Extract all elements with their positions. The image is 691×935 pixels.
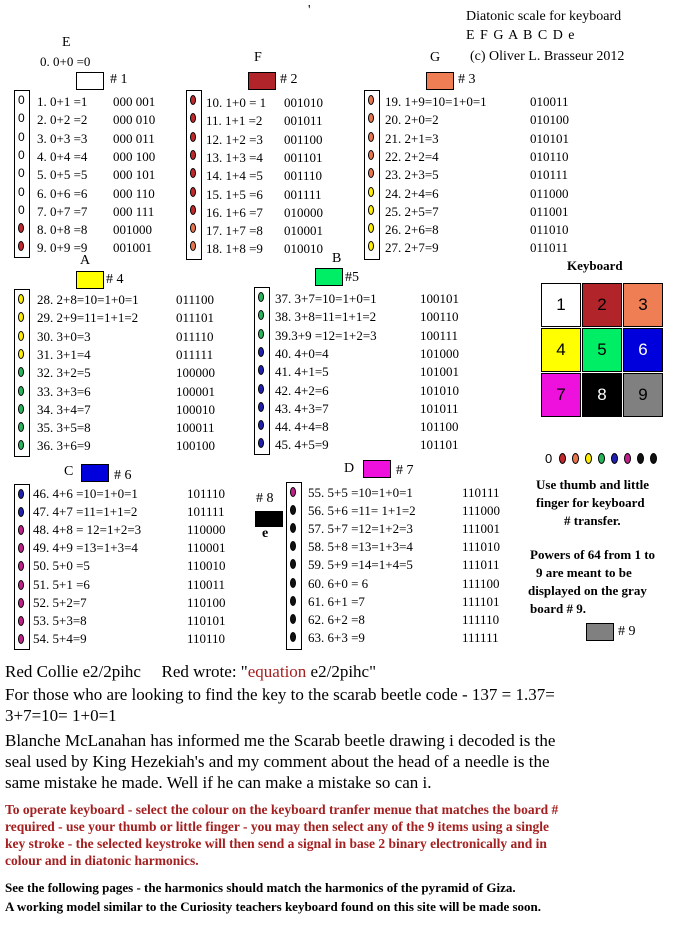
transfer-dot[interactable] [258, 420, 264, 430]
blanche-paragraph [5, 730, 555, 793]
equation-tail: e2/2pihc" [306, 662, 377, 681]
transfer-dot[interactable] [290, 523, 296, 533]
transfer-dot[interactable] [18, 580, 24, 590]
keyboard-key-2[interactable]: 2 [582, 283, 622, 327]
group-letter-B: B [332, 251, 342, 266]
powers-note-line: Powers of 64 from 1 to [530, 547, 656, 562]
board-label-1: # 1 [110, 72, 128, 87]
group-letter-G: G [430, 50, 441, 65]
equation-row: 40. 4+0=4 [275, 345, 329, 361]
transfer-dot[interactable] [258, 347, 264, 357]
keyboard-key-6[interactable]: 6 [623, 328, 663, 372]
binary-value: 000 100 [113, 148, 156, 164]
equation-row: 33. 3+3=6 [37, 383, 91, 399]
equation-row: 26. 2+6=8 [385, 222, 439, 238]
equation-row: 14. 1+4 =5 [206, 168, 263, 184]
transfer-column-A [14, 289, 30, 457]
transfer-dot[interactable] [258, 310, 264, 320]
transfer-dot[interactable] [368, 150, 374, 160]
red-wrote: Red wrote: " [161, 662, 248, 681]
see-following [5, 878, 541, 916]
transfer-dot[interactable] [258, 365, 264, 375]
transfer-dot[interactable] [585, 453, 592, 464]
transfer-dot[interactable] [18, 440, 24, 450]
binary-value: 001010 [284, 95, 323, 110]
transfer-dot[interactable] [190, 95, 196, 105]
binary-value: 001101 [284, 149, 323, 165]
thumb-note-line: # transfer. [564, 513, 621, 528]
binary-value: 011011 [530, 240, 569, 256]
transfer-dot[interactable] [18, 489, 24, 499]
equation-row: 52. 5+2=7 [33, 594, 87, 610]
board-label-9: # 9 [618, 624, 636, 639]
binary-value: 101010 [420, 382, 459, 398]
transfer-dot[interactable] [258, 438, 264, 448]
equation-row: 17. 1+7 =8 [206, 223, 263, 239]
equation-row: 10. 1+0 = 1 [206, 95, 267, 110]
keyboard-key-9[interactable]: 9 [623, 373, 663, 417]
binary-value: 110010 [187, 558, 226, 574]
operate-line: required - use your thumb or little finger - you may then select any of the 9 items using a single [5, 819, 549, 834]
transfer-digit: 0 [18, 147, 25, 162]
transfer-dot[interactable] [368, 241, 374, 251]
binary-value: 011010 [530, 222, 569, 238]
binary-value: 010110 [530, 148, 569, 164]
transfer-dot[interactable] [290, 541, 296, 551]
transfer-digit: 0 [18, 184, 25, 199]
group-letter-C: C [64, 464, 74, 479]
equation-row: 23. 2+3=5 [385, 167, 439, 183]
transfer-digit: 0 [18, 202, 25, 217]
equation-row: 50. 5+0 =5 [33, 558, 90, 574]
board-swatch-4[interactable] [76, 271, 104, 289]
equation-row: 35. 3+5=8 [37, 420, 91, 436]
blanche-line: Blanche McLanahan has informed me the Scarab beetle drawing i decoded is the [5, 731, 556, 750]
equation-row: 62. 6+2 =8 [308, 611, 365, 627]
binary-value: 111000 [462, 503, 501, 519]
binary-value: 111111 [462, 629, 499, 645]
equation-row: 63. 6+3 =9 [308, 629, 365, 645]
transfer-dot[interactable] [572, 453, 579, 464]
binary-value: 110001 [187, 540, 226, 556]
equation-row: 47. 4+7 =11=1+1=2 [33, 504, 138, 520]
equation-row: 22. 2+2=4 [385, 148, 439, 164]
equation-row: 55. 5+5 =10=1+0=1 [308, 485, 413, 500]
transfer-dot[interactable] [18, 223, 24, 233]
transfer-dot[interactable] [190, 132, 196, 142]
equation-row: 45. 4+5=9 [275, 437, 329, 453]
binary-value: 111010 [462, 539, 501, 555]
powers-note-line: board # 9. [530, 601, 586, 616]
equation-row: 31. 3+1=4 [37, 346, 91, 362]
transfer-dot[interactable] [18, 331, 24, 341]
equation-row: 4. 0+4 =4 [37, 148, 88, 164]
equation-row: 46. 4+6 =10=1+0=1 [33, 486, 138, 501]
stray-mark: ' [308, 3, 311, 18]
binary-value: 110110 [187, 630, 226, 646]
equation-row: 11. 1+1 =2 [206, 113, 263, 129]
equation-row: 44. 4+4=8 [275, 419, 329, 435]
transfer-dot[interactable] [190, 187, 196, 197]
binary-value: 110111 [462, 485, 500, 500]
scarab-line: For those who are looking to find the key to the scarab beetle code - 137 = 1.37= [5, 685, 555, 704]
equation-row: 28. 2+8=10=1+0=1 [37, 292, 139, 307]
see-line: A working model similar to the Curiosity teachers keyboard found on this site will be made soon. [5, 899, 542, 914]
equation-row: 54. 5+4=9 [33, 630, 87, 646]
binary-value: 101001 [420, 364, 459, 380]
binary-value: 111011 [462, 557, 500, 573]
equation-row: 9. 0+9 =9 [37, 240, 88, 256]
equation-row: 38. 3+8=11=1+1=2 [275, 309, 377, 325]
equation-row: 13. 1+3 =4 [206, 149, 263, 165]
board-label-7: # 7 [396, 463, 414, 478]
transfer-dot[interactable] [368, 205, 374, 215]
binary-value: 010101 [530, 130, 569, 146]
keyboard-key-1[interactable]: 1 [541, 283, 581, 327]
transfer-dot[interactable] [18, 349, 24, 359]
transfer-dot[interactable] [598, 453, 605, 464]
transfer-dot[interactable] [190, 113, 196, 123]
transfer-dot[interactable] [368, 132, 374, 142]
transfer-digit: 0 [18, 166, 25, 181]
transfer-dot[interactable] [190, 205, 196, 215]
transfer-dot[interactable] [18, 634, 24, 644]
keyboard-title: Keyboard [567, 258, 623, 273]
operate-line: colour and in diatonic harmonics. [5, 853, 199, 868]
equation-row: 1. 0+1 =1 [37, 94, 88, 109]
blanche-line: same mistake he made. Well if he can make a mistake so can i. [5, 773, 432, 792]
keyboard-key-8[interactable]: 8 [582, 373, 622, 417]
transfer-dot[interactable] [368, 168, 374, 178]
transfer-dot[interactable] [368, 187, 374, 197]
powers-note-line: displayed on the gray [528, 583, 647, 598]
keyboard-key-7[interactable]: 7 [541, 373, 581, 417]
equation-row: 32. 3+2=5 [37, 365, 91, 381]
group-letter-E: E [62, 35, 71, 50]
transfer-dot[interactable] [559, 453, 566, 464]
equation-row: 42. 4+2=6 [275, 382, 329, 398]
equation-row: 53. 5+3=8 [33, 612, 87, 628]
binary-value: 000 011 [113, 130, 155, 146]
binary-value: 000 110 [113, 185, 155, 201]
equation-row: 29. 2+9=11=1+1=2 [37, 310, 139, 326]
transfer-dot[interactable] [190, 168, 196, 178]
transfer-digit: 0 [18, 93, 25, 107]
binary-value: 001111 [284, 186, 322, 202]
binary-value: 011101 [176, 310, 215, 326]
transfer-dot[interactable] [290, 487, 296, 497]
equation-row: 7. 0+7 =7 [37, 203, 88, 219]
transfer-dot[interactable] [368, 223, 374, 233]
binary-value: 100000 [176, 365, 215, 381]
transfer-dot[interactable] [290, 596, 296, 606]
board-swatch-1[interactable] [76, 72, 104, 90]
equation-row: 3. 0+3 =3 [37, 130, 88, 146]
see-line: See the following pages - the harmonics should match the harmonics of the pyramid of Giza. [5, 880, 516, 895]
blanche-line: seal used by King Hezekiah's and my comment about the head of a needle is the [5, 752, 550, 771]
thumb-note [536, 476, 649, 530]
red-collie-line [5, 662, 376, 682]
keyboard-key-4[interactable]: 4 [541, 328, 581, 372]
board-label-4: # 4 [106, 272, 124, 287]
binary-value: 111001 [462, 521, 501, 537]
group-letter-D: D [344, 461, 355, 476]
transfer-dot[interactable] [18, 241, 24, 251]
binary-value: 110100 [187, 594, 226, 610]
binary-value: 100001 [176, 383, 215, 399]
transfer-dot[interactable] [290, 578, 296, 588]
transfer-dot[interactable] [18, 367, 24, 377]
binary-value: 100010 [176, 401, 215, 417]
binary-value: 001000 [113, 222, 152, 238]
board-swatch-9[interactable] [586, 623, 614, 641]
board-swatch-5[interactable] [315, 268, 343, 286]
equation-word: equation [247, 662, 307, 681]
binary-value: 010111 [530, 167, 569, 183]
equation-row: 18. 1+8 =9 [206, 241, 263, 257]
transfer-digit: 0 [18, 111, 25, 126]
equation-row: 21. 2+1=3 [385, 130, 439, 146]
thumb-note-line: finger for keyboard [536, 495, 645, 510]
binary-value: 000 001 [113, 94, 156, 109]
copyright: (c) Oliver L. Brasseur 2012 [470, 49, 625, 64]
transfer-dot[interactable] [650, 453, 657, 464]
transfer-dot[interactable] [290, 632, 296, 642]
binary-value: 100100 [176, 438, 215, 454]
transfer-dot[interactable] [18, 543, 24, 553]
transfer-dot[interactable] [18, 561, 24, 571]
binary-value: 000 111 [113, 203, 155, 219]
group-letter-e: e [262, 526, 269, 541]
transfer-column-G [364, 90, 380, 260]
board-label-5: #5 [345, 270, 359, 285]
binary-value: 000 010 [113, 112, 156, 128]
binary-value: 011100 [176, 292, 215, 307]
binary-value: 010100 [530, 112, 569, 128]
binary-value: 001100 [284, 131, 323, 147]
equation-row: 24. 2+4=6 [385, 185, 439, 201]
equation-row: 15. 1+5 =6 [206, 186, 263, 202]
equation-row: 41. 4+1=5 [275, 364, 329, 380]
transfer-dot[interactable] [368, 113, 374, 123]
binary-value: 011001 [530, 203, 569, 219]
board-label-2: # 2 [280, 72, 298, 87]
transfer-dot[interactable] [258, 402, 264, 412]
equation-row: 16. 1+6 =7 [206, 204, 263, 220]
binary-value: 101111 [187, 504, 225, 520]
board-label-6: # 6 [114, 468, 132, 483]
equation-row: 6. 0+6 =6 [37, 185, 88, 201]
binary-value: 111100 [462, 575, 500, 591]
binary-value: 110011 [187, 576, 226, 592]
transfer-dot[interactable] [190, 241, 196, 251]
transfer-column-D [286, 482, 302, 650]
transfer-dot[interactable] [290, 614, 296, 624]
red-collie: Red Collie e2/2pihc [5, 662, 141, 681]
thumb-note-line: Use thumb and little [536, 477, 650, 492]
equation-row: 49. 4+9 =13=1+3=4 [33, 540, 138, 556]
equation-row: 2. 0+2 =2 [37, 112, 88, 128]
binary-value: 011000 [530, 185, 569, 201]
operate-line: To operate keyboard - select the colour on the keyboard tranfer menue that matches the board # [5, 802, 559, 817]
board-label-8: # 8 [256, 491, 274, 506]
operate-instructions [5, 801, 558, 869]
transfer-dot[interactable] [18, 386, 24, 396]
binary-value: 010001 [284, 223, 323, 239]
binary-value: 100111 [420, 327, 459, 343]
equation-row: 20. 2+0=2 [385, 112, 439, 128]
binary-value: 101100 [420, 419, 459, 435]
equation-row: 48. 4+8 = 12=1+2=3 [33, 522, 142, 538]
transfer-digit[interactable]: 0 [545, 451, 553, 466]
operate-line: key stroke - the selected keystroke will then send a signal in base 2 binary electronically and in [5, 836, 547, 851]
binary-value: 001011 [284, 113, 323, 129]
equation-row: 60. 6+0 = 6 [308, 575, 369, 591]
keyboard-key-3[interactable]: 3 [623, 283, 663, 327]
binary-value: 101011 [420, 400, 459, 416]
transfer-dot[interactable] [190, 150, 196, 160]
binary-value: 011111 [176, 346, 214, 362]
equation-row: 56. 5+6 =11= 1+1=2 [308, 503, 416, 519]
transfer-dot[interactable] [18, 294, 24, 304]
note-sequence: E F G A B C D e [466, 28, 576, 43]
equation-row: 36. 3+6=9 [37, 438, 91, 454]
equation-row: 39.3+9 =12=1+2=3 [275, 327, 377, 343]
transfer-column-F [186, 90, 202, 260]
transfer-dot[interactable] [18, 598, 24, 608]
equation-row: 30. 3+0=3 [37, 328, 91, 344]
transfer-dot[interactable] [258, 329, 264, 339]
transfer-dot[interactable] [368, 95, 374, 105]
binary-value: 001001 [113, 240, 152, 256]
equation-row: 58. 5+8 =13=1+3=4 [308, 539, 413, 555]
transfer-dot[interactable] [18, 404, 24, 414]
group-letter-F: F [254, 50, 262, 65]
equation-row: 61. 6+1 =7 [308, 593, 365, 609]
binary-value: 110000 [187, 522, 226, 538]
board-swatch-2[interactable] [248, 72, 276, 90]
binary-value: 101101 [420, 437, 459, 453]
transfer-dot[interactable] [18, 422, 24, 432]
page-title: Diatonic scale for keyboard [466, 9, 622, 24]
equation-row: 34. 3+4=7 [37, 401, 91, 417]
transfer-column-B [254, 287, 270, 455]
transfer-dot[interactable] [637, 453, 644, 464]
binary-value: 100101 [420, 291, 459, 306]
binary-value: 101110 [187, 486, 226, 501]
equation-row: 12. 1+2 =3 [206, 131, 263, 147]
binary-value: 010000 [284, 204, 323, 220]
equation-row: 27. 2+7=9 [385, 240, 439, 256]
powers-note [530, 546, 655, 618]
transfer-dot[interactable] [258, 292, 264, 302]
scarab-line-2: 3+7=10= 1+0=1 [5, 706, 117, 725]
binary-value: 001110 [284, 168, 323, 184]
transfer-dot[interactable] [624, 453, 631, 464]
equation-row: 43. 4+3=7 [275, 400, 329, 416]
board-swatch-6[interactable] [81, 464, 109, 482]
equation-row: 59. 5+9 =14=1+4=5 [308, 557, 413, 573]
board-swatch-8[interactable] [255, 511, 283, 527]
transfer-column-E [14, 90, 30, 258]
binary-value: 111110 [462, 611, 500, 627]
binary-value: 011110 [176, 328, 214, 344]
board-swatch-3[interactable] [426, 72, 454, 90]
equation-row: 25. 2+5=7 [385, 203, 439, 219]
transfer-dot[interactable] [611, 453, 618, 464]
group-letter-A: A [80, 253, 91, 268]
transfer-dot[interactable] [190, 223, 196, 233]
transfer-dot[interactable] [18, 616, 24, 626]
binary-value: 010010 [284, 241, 323, 257]
board-swatch-7[interactable] [363, 460, 391, 478]
transfer-dot[interactable] [18, 507, 24, 517]
keyboard-key-5[interactable]: 5 [582, 328, 622, 372]
transfer-column-C [14, 484, 30, 650]
equation-row: 51. 5+1 =6 [33, 576, 90, 592]
binary-value: 111101 [462, 593, 500, 609]
binary-value: 000 101 [113, 167, 156, 183]
group-E-intro: 0. 0+0 =0 [40, 54, 91, 69]
transfer-dot[interactable] [258, 384, 264, 394]
equation-row: 57. 5+7 =12=1+2=3 [308, 521, 413, 537]
powers-note-line: 9 are meant to be [536, 565, 632, 580]
board-label-3: # 3 [458, 72, 476, 87]
equation-row: 8. 0+8 =8 [37, 222, 88, 238]
transfer-dot[interactable] [290, 505, 296, 515]
equation-row: 37. 3+7=10=1+0=1 [275, 291, 377, 306]
binary-value: 110101 [187, 612, 226, 628]
transfer-dot[interactable] [18, 525, 24, 535]
transfer-dot[interactable] [290, 559, 296, 569]
binary-value: 100110 [420, 309, 459, 325]
equation-row: 19. 1+9=10=1+0=1 [385, 94, 487, 109]
equation-row: 5. 0+5 =5 [37, 167, 88, 183]
binary-value: 100011 [176, 420, 215, 436]
binary-value: 101000 [420, 345, 459, 361]
transfer-digit: 0 [18, 129, 25, 144]
transfer-dot[interactable] [18, 312, 24, 322]
binary-value: 010011 [530, 94, 569, 109]
